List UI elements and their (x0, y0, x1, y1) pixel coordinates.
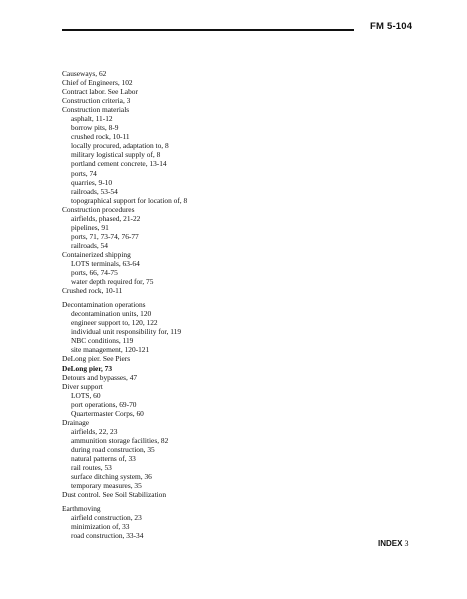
index-subentry: NBC conditions, 119 (71, 336, 134, 346)
document-code: FM 5-104 (370, 21, 413, 32)
index-entry: Containerized shipping (62, 249, 131, 259)
index-list (62, 69, 362, 540)
index-subentry: railroads, 54 (71, 240, 108, 250)
index-subentry: ammunition storage facilities, 82 (71, 435, 169, 445)
index-subentry: locally procured, adaptation to, 8 (71, 141, 169, 151)
index-entry: Dust control. See Soil Stabilization (62, 490, 167, 500)
index-subentry: natural patterns of, 33 (71, 453, 136, 463)
index-subentry: engineer support to, 120, 122 (71, 318, 158, 328)
index-subentry: individual unit responsibility for, 119 (71, 327, 182, 337)
index-subentry: decontamination units, 120 (71, 309, 152, 319)
index-subentry: LOTS terminals, 63-64 (71, 258, 140, 268)
page-number: 3 (404, 539, 409, 548)
index-subentry: airfields, 22, 23 (71, 426, 118, 436)
index-subentry: surface ditching system, 36 (71, 472, 152, 482)
index-entry: Construction procedures (62, 204, 135, 214)
index-subentry: topographical support for location of, 8 (71, 195, 188, 205)
index-subentry: water depth required for, 75 (71, 277, 154, 287)
index-entry: Construction criteria, 3 (62, 96, 131, 106)
index-subentry: quarries, 9-10 (71, 177, 113, 187)
index-subentry: rail routes, 53 (71, 463, 112, 473)
index-subentry: portland cement concrete, 13-14 (71, 159, 167, 169)
footer-label: INDEX (378, 539, 403, 548)
index-subentry: ports, 71, 73-74, 76-77 (71, 231, 139, 241)
index-entry: Detours and bypasses, 47 (62, 372, 138, 382)
index-subentry: minimization of, 33 (71, 522, 130, 532)
index-entry: Contract labor. See Labor (62, 87, 138, 97)
index-subentry: borrow pits, 8-9 (71, 123, 119, 133)
index-subentry: road construction, 33-34 (71, 531, 144, 541)
index-subentry: LOTS, 60 (71, 390, 101, 400)
index-subentry: ports, 74 (71, 168, 97, 178)
index-subentry: site management, 120-121 (71, 345, 150, 355)
index-entry: DeLong pier, 73 (62, 363, 113, 373)
index-subentry: temporary measures, 35 (71, 481, 142, 491)
index-subentry: during road construction, 35 (71, 444, 155, 454)
index-subentry: military logistical supply of, 8 (71, 150, 161, 160)
index-subentry: railroads, 53-54 (71, 186, 118, 196)
index-subentry: Quartermaster Corps, 60 (71, 408, 144, 418)
index-subentry: port operations, 69-70 (71, 399, 137, 409)
index-subentry: crushed rock, 10-11 (71, 132, 130, 142)
index-entry: Crushed rock, 10-11 (62, 286, 123, 296)
index-entry: Earthmoving (62, 504, 101, 514)
index-subentry: airfield construction, 23 (71, 513, 142, 523)
index-entry: Drainage (62, 417, 90, 427)
header-rule (62, 29, 354, 31)
page-footer (378, 539, 408, 548)
index-entry: Chief of Engineers, 102 (62, 78, 133, 88)
index-entry: Decontamination operations (62, 300, 146, 310)
index-entry: Construction materials (62, 105, 130, 115)
index-entry: Causeways, 62 (62, 69, 107, 78)
index-entry: Diver support (62, 381, 103, 391)
index-subentry: asphalt, 11-12 (71, 114, 113, 124)
index-subentry: pipelines, 91 (71, 222, 109, 232)
index-entry: DeLong pier. See Piers (62, 354, 131, 364)
index-subentry: airfields, phased, 21-22 (71, 213, 141, 223)
index-subentry: ports, 66, 74-75 (71, 268, 118, 278)
